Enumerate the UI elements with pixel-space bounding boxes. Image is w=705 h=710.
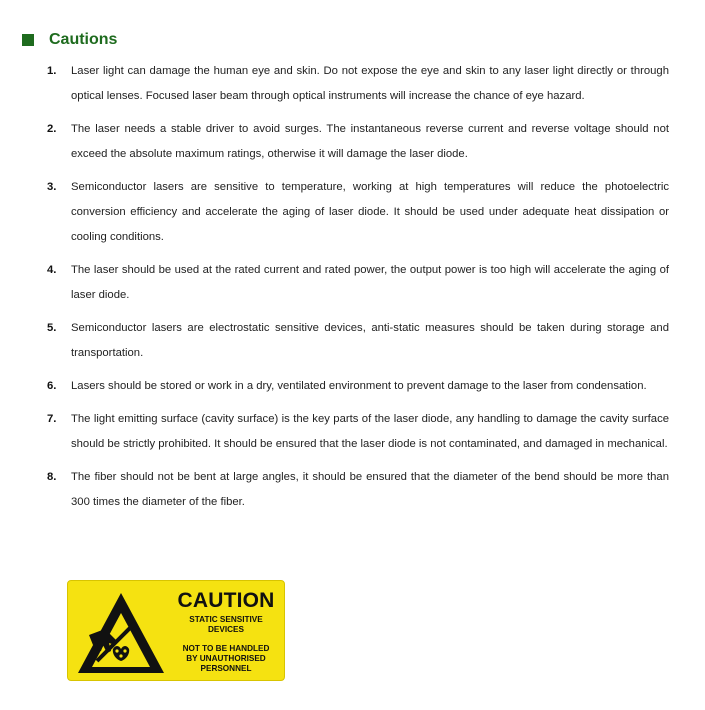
item-number: 3. (47, 181, 57, 193)
caution-item (0, 407, 705, 457)
esd-warning-icon (75, 589, 167, 675)
caution-item (0, 117, 705, 167)
item-text: Semiconductor lasers are electrostatic sensitive devices, anti-static measures should be taken during storage and transportation. (71, 322, 669, 359)
section-title: Cautions (49, 31, 118, 48)
section-bullet (22, 34, 34, 46)
section-header (22, 30, 117, 50)
sign-warning-line: NOT TO BE HANDLED (182, 644, 270, 653)
caution-item (0, 374, 705, 399)
caution-sign (67, 580, 285, 681)
item-text: The light emitting surface (cavity surface) is the key parts of the laser diode, any handling to damage the cavity surface should be strictly prohibited. It should be ensured that the laser diode is not contaminated, and damaged in mechanical. (71, 413, 669, 450)
item-number: 7. (47, 413, 57, 425)
item-number: 6. (47, 380, 57, 392)
sign-warning-line: BY UNAUTHORISED (186, 654, 266, 663)
caution-item (0, 59, 705, 109)
item-text: Laser light can damage the human eye and skin. Do not expose the eye and skin to any laser light directly or through optical lenses. Focused laser beam through optical instruments will increase the chance of eye hazard. (71, 65, 669, 102)
caution-item (0, 316, 705, 366)
item-text: Semiconductor lasers are sensitive to temperature, working at high temperatures will reduce the photoelectric conversion efficiency and accelerate the aging of laser diode. It should be used under adequate heat dissipation or cooling conditions. (71, 181, 669, 243)
sign-warning-line: PERSONNEL (200, 664, 252, 673)
item-text: The laser needs a stable driver to avoid surges. The instantaneous reverse current and reverse voltage should not exceed the absolute maximum ratings, otherwise it will damage the laser diode. (71, 123, 669, 160)
caution-item (0, 175, 705, 250)
sign-subline: DEVICES (208, 625, 244, 634)
caution-list (0, 59, 705, 523)
sign-subline: STATIC SENSITIVE (189, 615, 263, 624)
caution-item (0, 258, 705, 308)
caution-item (0, 465, 705, 515)
item-number: 1. (47, 65, 57, 77)
item-text: The laser should be used at the rated current and rated power, the output power is too high will accelerate the aging of laser diode. (71, 264, 669, 301)
item-number: 2. (47, 123, 57, 135)
item-number: 8. (47, 471, 57, 483)
sign-headline: CAUTION (177, 589, 275, 612)
item-number: 4. (47, 264, 57, 276)
item-text: The fiber should not be bent at large angles, it should be ensured that the diameter of the bend should be more than 300 times the diameter of the fiber. (71, 471, 669, 508)
item-number: 5. (47, 322, 57, 334)
item-text: Lasers should be stored or work in a dry, ventilated environment to prevent damage to the laser from condensation. (71, 380, 647, 392)
sign-text-block (172, 589, 280, 674)
